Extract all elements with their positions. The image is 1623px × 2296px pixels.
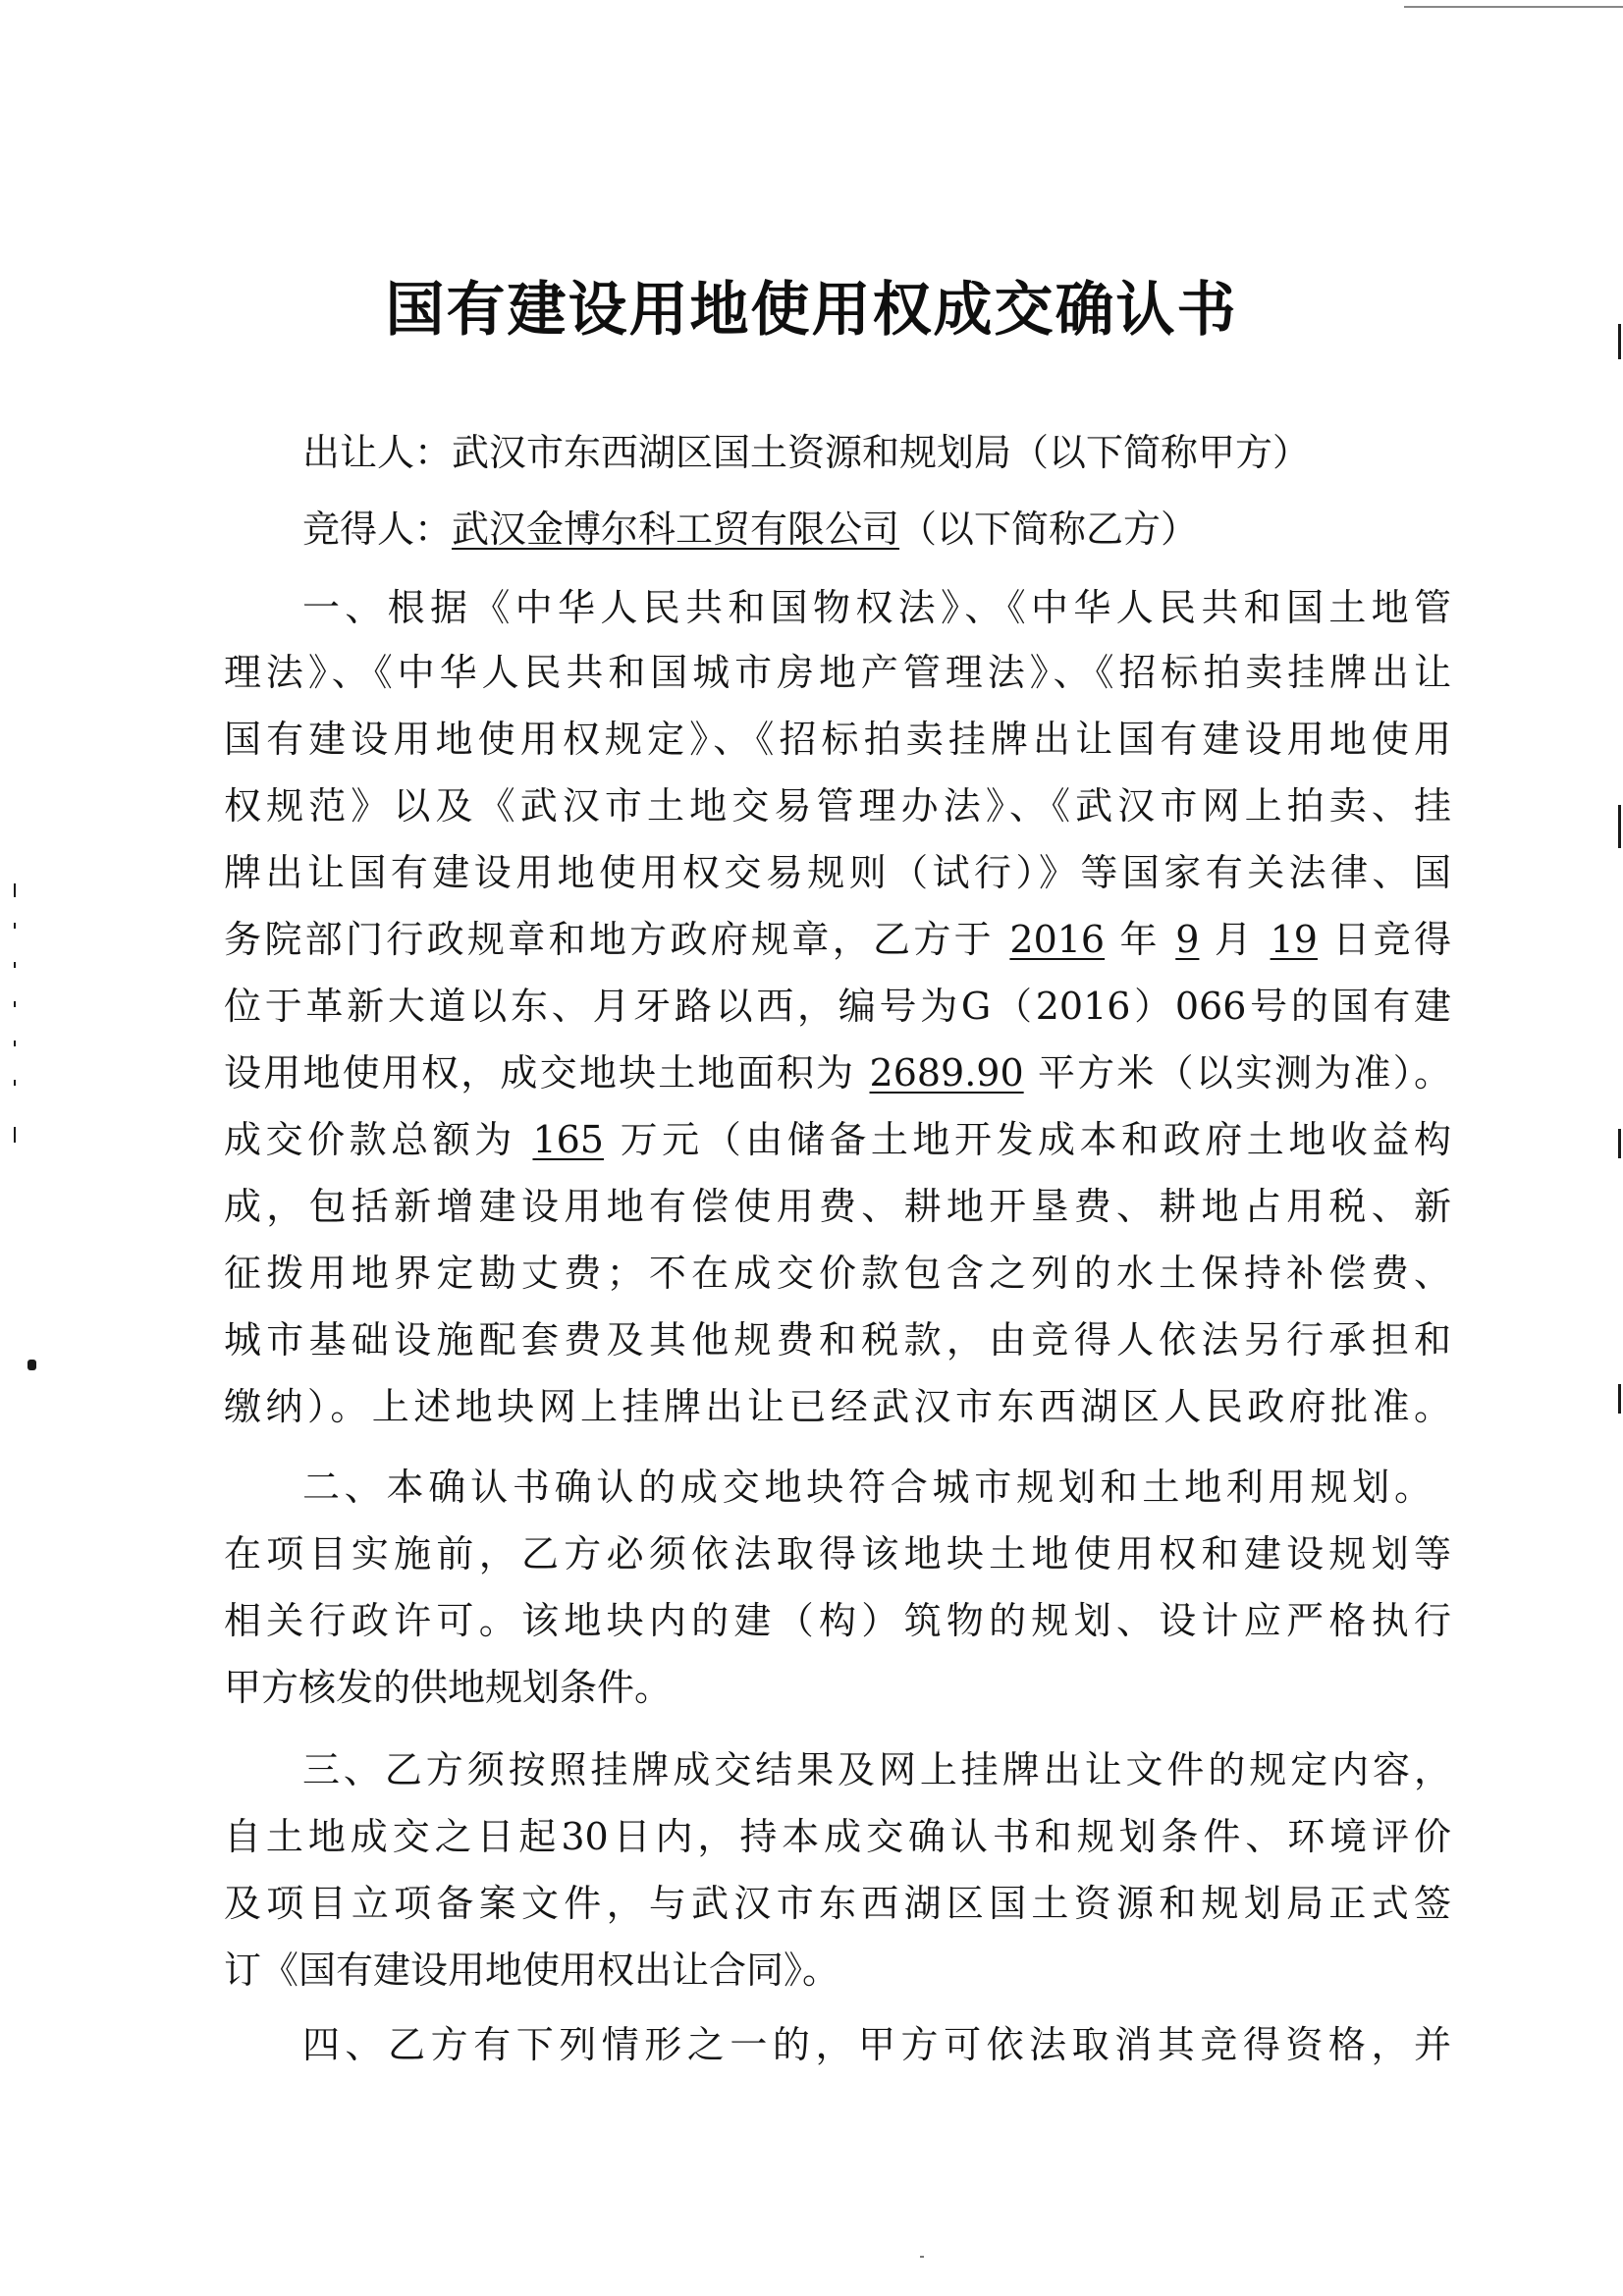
section1-line8-text: 设用地使用权，成交地块土地面积为 [224, 1051, 856, 1095]
section3-line1: 三、乙方须按照挂牌成交结果及网上挂牌出让文件的规定内容， [302, 1748, 1451, 1791]
section1-line11: 征拨用地界定勘丈费；不在成交价款包含之列的水土保持补偿费、 [224, 1252, 1451, 1295]
section1-line7: 位于革新大道以东、月牙路以西，编号为G（2016）066号的国有建 [224, 985, 1451, 1028]
scan-artifact [1618, 1129, 1621, 1158]
section2-line4: 甲方核发的供地规划条件。 [224, 1666, 673, 1709]
section1-line3: 国有建设用地使用权规定》、《招标拍卖挂牌出让国有建设用地使用 [224, 718, 1451, 761]
bid-day: 19 [1270, 918, 1318, 961]
section2-line1: 二、本确认书确认的成交地块符合城市规划和土地利用规划。 [302, 1466, 1432, 1509]
section1-line12: 城市基础设施配套费及其他规费和税款，由竞得人依法另行承担和 [224, 1318, 1451, 1362]
scan-artifact [14, 962, 16, 968]
scan-artifact [1618, 805, 1621, 848]
grantee-line [302, 507, 1530, 552]
section1-line9 [224, 1117, 1451, 1162]
bid-month-unit: 月 [1214, 918, 1256, 961]
document-title: 国有建设用地使用权成交确认书 [385, 276, 1238, 345]
scan-artifact [14, 923, 16, 929]
grantor-label: 出让人： [302, 431, 453, 474]
scan-artifact [1618, 324, 1621, 359]
scan-artifact [14, 1080, 16, 1086]
scan-artifact [14, 1127, 16, 1143]
grantee-suffix: （以下简称乙方） [899, 507, 1199, 551]
scan-artifact [1404, 6, 1623, 8]
scan-artifact [27, 1360, 36, 1370]
scan-artifact [14, 883, 16, 897]
section1-line1: 一、根据《中华人民共和国物权法》、《中华人民共和国土地管 [302, 586, 1451, 629]
section3-line4: 订《国有建设用地使用权出让合同》。 [224, 1949, 840, 1992]
section1-line8 [224, 1050, 1451, 1095]
section1-line5: 牌出让国有建设用地使用权交易规则（试行）》等国家有关法律、国 [224, 851, 1451, 894]
section3-line3: 及项目立项备案文件，与武汉市东西湖区国土资源和规划局正式签 [224, 1882, 1451, 1925]
section1-line8-end: 平方米（以实测为准）。 [1037, 1051, 1451, 1095]
section3-line2: 自土地成交之日起30日内，持本成交确认书和规划条件、环境评价 [224, 1815, 1451, 1858]
scan-artifact [1618, 1384, 1621, 1414]
scan-artifact [14, 1001, 16, 1007]
section1-line6 [224, 917, 1451, 962]
total-price: 165 [532, 1118, 604, 1161]
grantor-value: 武汉市东西湖区国土资源和规划局（以下简称甲方） [452, 431, 1311, 474]
scan-artifact [14, 1041, 16, 1046]
section1-line13: 缴纳）。上述地块网上挂牌出让已经武汉市东西湖区人民政府批准。 [224, 1385, 1451, 1428]
scan-artifact [920, 2256, 924, 2258]
bid-month: 9 [1175, 918, 1200, 961]
section2-line2: 在项目实施前，乙方必须依法取得该地块土地使用权和建设规划等 [224, 1532, 1451, 1575]
grantee-name: 武汉金博尔科工贸有限公司 [452, 507, 900, 551]
section1-line2: 理法》、《中华人民共和国城市房地产管理法》、《招标拍卖挂牌出让 [224, 651, 1451, 694]
section1-line6-end: 日竞得 [1332, 918, 1451, 961]
section1-line9-text: 成交价款总额为 [224, 1118, 516, 1161]
section1-line6-text: 务院部门行政规章和地方政府规章，乙方于 [224, 918, 995, 961]
bid-year-unit: 年 [1119, 918, 1161, 961]
bid-year: 2016 [1009, 918, 1106, 961]
section4-line1: 四、乙方有下列情形之一的，甲方可依法取消其竞得资格，并 [302, 2023, 1451, 2066]
grantee-label: 竞得人： [302, 507, 453, 551]
section1-line9-end: 万元（由储备土地开发成本和政府土地收益构 [620, 1118, 1451, 1161]
section1-line4: 权规范》以及《武汉市土地交易管理办法》、《武汉市网上拍卖、挂 [224, 784, 1451, 828]
section2-line3: 相关行政许可。该地块内的建（构）筑物的规划、设计应严格执行 [224, 1599, 1451, 1642]
section1-line10: 成，包括新增建设用地有偿使用费、耕地开垦费、耕地占用税、新 [224, 1185, 1451, 1228]
grantor-line [302, 430, 1530, 475]
land-area: 2689.90 [869, 1051, 1024, 1095]
